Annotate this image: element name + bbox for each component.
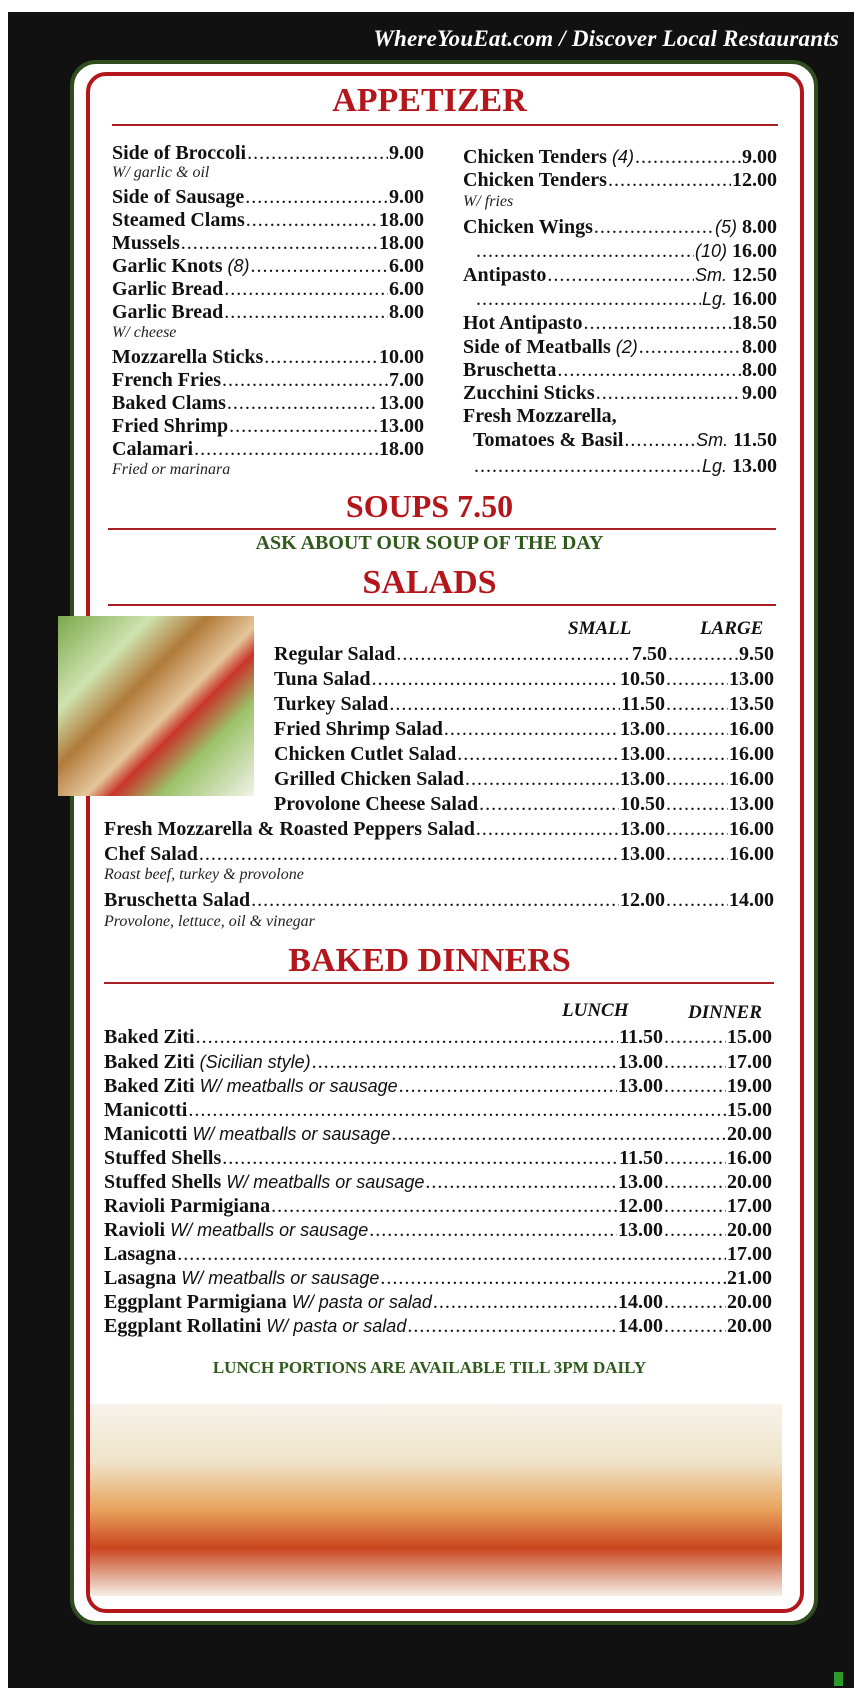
list-item: Side of Broccoli ..... 9.00 (112, 142, 424, 164)
appetizer-rule (112, 124, 778, 126)
list-item: Garlic Bread ..... 8.00 (112, 301, 424, 323)
item-note: W/ fries (463, 193, 514, 210)
table-row: Chef Salad ..... 13.00 ..... 16.00 (104, 843, 774, 865)
table-row: Chicken Cutlet Salad ..... 13.00 ..... 16.00 (274, 743, 774, 765)
table-row: Tuna Salad ..... 10.50 ..... 13.00 (274, 668, 774, 690)
table-row: Grilled Chicken Salad ..... 13.00 ..... 16.00 (274, 768, 774, 790)
list-item: Side of Meatballs (2) ..... 8.00 (463, 336, 777, 358)
table-row: Bruschetta Salad ..... 12.00 ..... 14.00 (104, 889, 774, 911)
list-item: Mozzarella Sticks ..... 10.00 (112, 346, 424, 368)
soups-title: SOUPS 7.50 (345, 488, 514, 524)
table-row: Baked Ziti (Sicilian style) ..... 13.00 ..... 17.00 (104, 1051, 772, 1073)
table-row: Regular Salad ..... 7.50 ..... 9.50 (274, 643, 774, 665)
col-small-header: SMALL (568, 618, 632, 639)
list-item: Steamed Clams ..... 18.00 (112, 209, 424, 231)
site-watermark: WhereYouEat.com / Discover Local Restaurants (373, 26, 839, 51)
table-row: Manicotti ..... 15.00 (104, 1099, 772, 1121)
table-row: Baked Ziti ..... 11.50 ..... 15.00 (104, 1026, 772, 1048)
table-row: Ravioli Parmigiana ..... 12.00 ..... 17.00 (104, 1195, 772, 1217)
table-row: Fresh Mozzarella & Roasted Peppers Salad ..... 13.00 ..... 16.00 (104, 818, 774, 840)
item-note: W/ garlic & oil (112, 164, 210, 181)
table-row: Lasagna W/ meatballs or sausage ..... 21.00 (104, 1267, 772, 1289)
list-item: Chicken Tenders ..... 12.00 (463, 169, 777, 191)
lasagna-photo (90, 1404, 782, 1596)
list-item: Calamari ..... 18.00 (112, 438, 424, 460)
item-note: Roast beef, turkey & provolone (104, 866, 304, 883)
appetizer-title: APPETIZER (332, 82, 527, 119)
table-row: Stuffed Shells W/ meatballs or sausage ..... 13.00 ..... 20.00 (104, 1171, 772, 1193)
list-item: Antipasto ..... Sm. 12.50 (463, 264, 777, 286)
list-item: Fried Shrimp ..... 13.00 (112, 415, 424, 437)
list-item: ..... Lg. 13.00 (473, 455, 777, 477)
list-item: Hot Antipasto ..... 18.50 (463, 312, 777, 334)
list-item: Chicken Tenders (4) ..... 9.00 (463, 146, 777, 168)
list-item: ..... Lg. 16.00 (475, 288, 777, 310)
list-item: Bruschetta ..... 8.00 (463, 359, 777, 381)
list-item: ..... (10) 16.00 (475, 240, 777, 262)
list-item: Side of Sausage ..... 9.00 (112, 186, 424, 208)
table-row: Lasagna ..... 17.00 (104, 1243, 772, 1265)
salads-rule (108, 604, 776, 606)
baked-rule (104, 982, 774, 984)
table-row: Turkey Salad ..... 11.50 ..... 13.50 (274, 693, 774, 715)
list-item: Tomatoes & Basil ..... Sm. 11.50 (473, 429, 777, 451)
col-dinner-header: DINNER (688, 1002, 762, 1023)
item-note: Fried or marinara (112, 461, 231, 478)
salad-photo (58, 616, 254, 796)
list-item: Garlic Bread ..... 6.00 (112, 278, 424, 300)
col-lunch-header: LUNCH (562, 1000, 629, 1021)
lunch-portions-note: LUNCH PORTIONS ARE AVAILABLE TILL 3PM DAILY (212, 1358, 647, 1377)
table-row: Baked Ziti W/ meatballs or sausage ..... 13.00 ..... 19.00 (104, 1075, 772, 1097)
list-item: Zucchini Sticks ..... 9.00 (463, 382, 777, 404)
table-row: Eggplant Parmigiana W/ pasta or salad ..... 14.00 ..... 20.00 (104, 1291, 772, 1313)
soup-of-day-note: ASK ABOUT OUR SOUP OF THE DAY (255, 532, 604, 554)
salads-title: SALADS (362, 564, 497, 601)
table-row: Provolone Cheese Salad ..... 10.50 ..... 13.00 (274, 793, 774, 815)
list-item: Chicken Wings ..... (5) 8.00 (463, 216, 777, 238)
list-item: French Fries ..... 7.00 (112, 369, 424, 391)
list-item: Baked Clams ..... 13.00 (112, 392, 424, 414)
table-row: Ravioli W/ meatballs or sausage ..... 13.00 ..... 20.00 (104, 1219, 772, 1241)
soups-rule (108, 528, 776, 530)
baked-dinners-title: BAKED DINNERS (288, 942, 571, 979)
list-item: Fresh Mozzarella, (463, 405, 617, 427)
list-item: Mussels ..... 18.00 (112, 232, 424, 254)
table-row: Fried Shrimp Salad ..... 13.00 ..... 16.00 (274, 718, 774, 740)
item-note: W/ cheese (112, 324, 177, 341)
col-large-header: LARGE (700, 618, 764, 639)
corner-mark (834, 1672, 843, 1686)
list-item: Garlic Knots (8) ..... 6.00 (112, 255, 424, 277)
table-row: Eggplant Rollatini W/ pasta or salad ..... 14.00 ..... 20.00 (104, 1315, 772, 1337)
table-row: Stuffed Shells ..... 11.50 ..... 16.00 (104, 1147, 772, 1169)
item-note: Provolone, lettuce, oil & vinegar (104, 913, 315, 930)
table-row: Manicotti W/ meatballs or sausage ..... 20.00 (104, 1123, 772, 1145)
